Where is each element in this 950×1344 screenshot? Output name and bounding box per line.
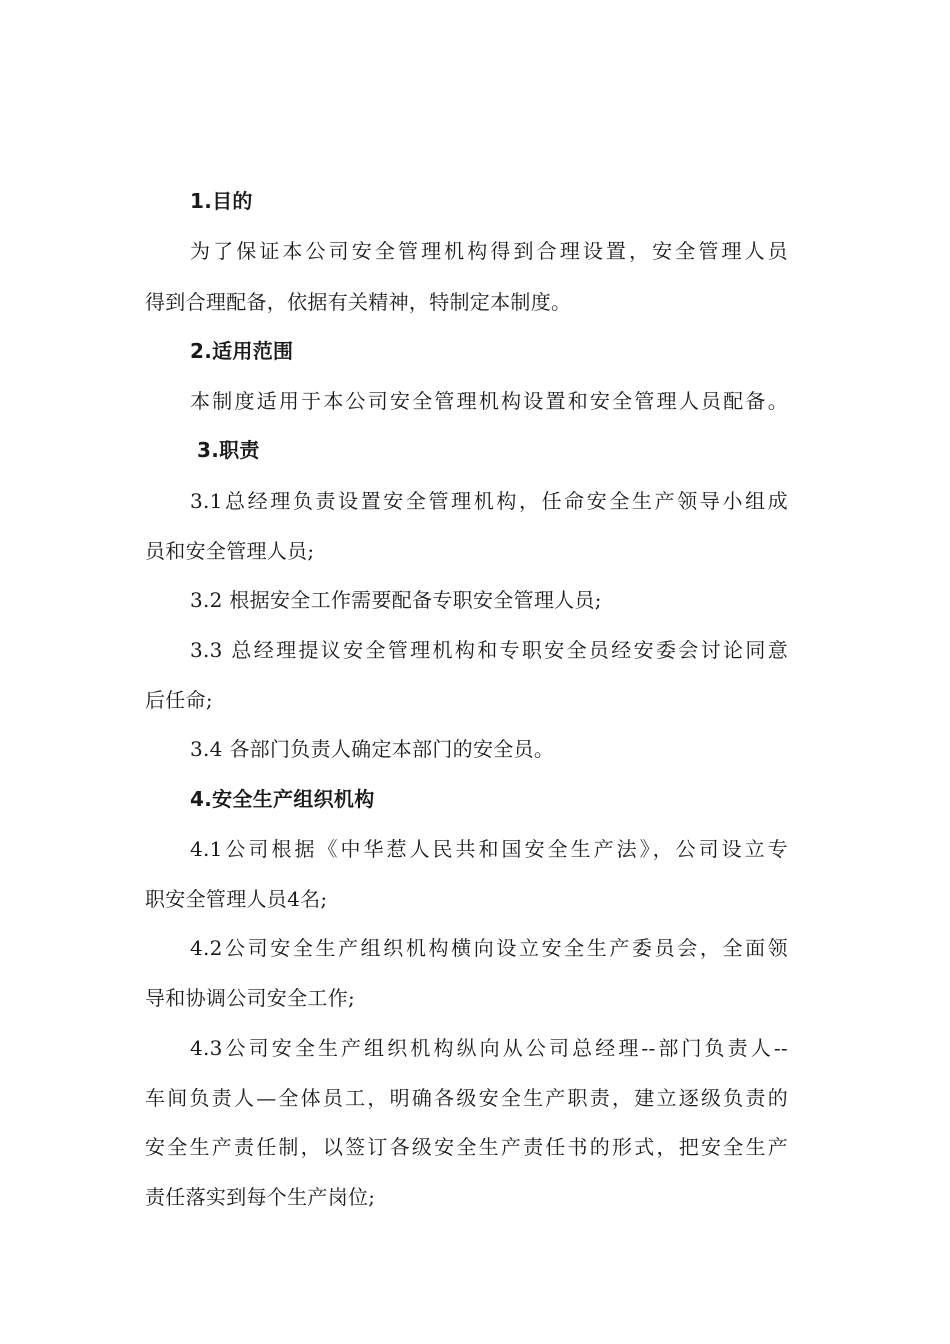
paragraph-line: 安全生产责任制，以签订各级安全生产责任书的形式，把安全生产: [145, 1135, 788, 1159]
paragraph-line: 3.4 各部门负责人确定本部门的安全员。: [190, 737, 555, 761]
paragraph-line: 职安全管理人员4名;: [145, 887, 328, 911]
paragraph-line: 4.2公司安全生产组织机构横向设立安全生产委员会，全面领: [190, 936, 788, 960]
paragraph-line: 车间负责人—全体员工，明确各级安全生产职责，建立逐级负责的: [145, 1086, 788, 1110]
paragraph-line: 本制度适用于本公司安全管理机构设置和安全管理人员配备。: [190, 389, 788, 413]
paragraph-line: 4.1公司根据《中华惹人民共和国安全生产法》，公司设立专: [190, 837, 788, 861]
paragraph-line: 4.3公司安全生产组织机构纵向从公司总经理--部门负责人--: [190, 1036, 788, 1060]
section-heading-purpose: 1.目的: [190, 189, 253, 213]
section-heading-responsibilities: 3.职责: [197, 438, 260, 462]
section-heading-organization: 4.安全生产组织机构: [190, 787, 375, 811]
paragraph-line: 责任落实到每个生产岗位;: [145, 1185, 376, 1209]
paragraph-line: 导和协调公司安全工作;: [145, 986, 356, 1010]
paragraph-line: 员和安全管理人员;: [145, 539, 315, 563]
paragraph-line: 3.3 总经理提议安全管理机构和专职安全员经安委会讨论同意: [190, 638, 788, 662]
paragraph-line: 为了保证本公司安全管理机构得到合理设置，安全管理人员: [190, 239, 788, 263]
paragraph-line: 3.2 根据安全工作需要配备专职安全管理人员;: [190, 588, 602, 612]
section-heading-scope: 2.适用范围: [190, 339, 294, 363]
paragraph-line: 后任命;: [145, 688, 213, 712]
paragraph-line: 得到合理配备，依据有关精神，特制定本制度。: [145, 290, 572, 314]
paragraph-line: 3.1总经理负责设置安全管理机构，任命安全生产领导小组成: [190, 489, 788, 513]
